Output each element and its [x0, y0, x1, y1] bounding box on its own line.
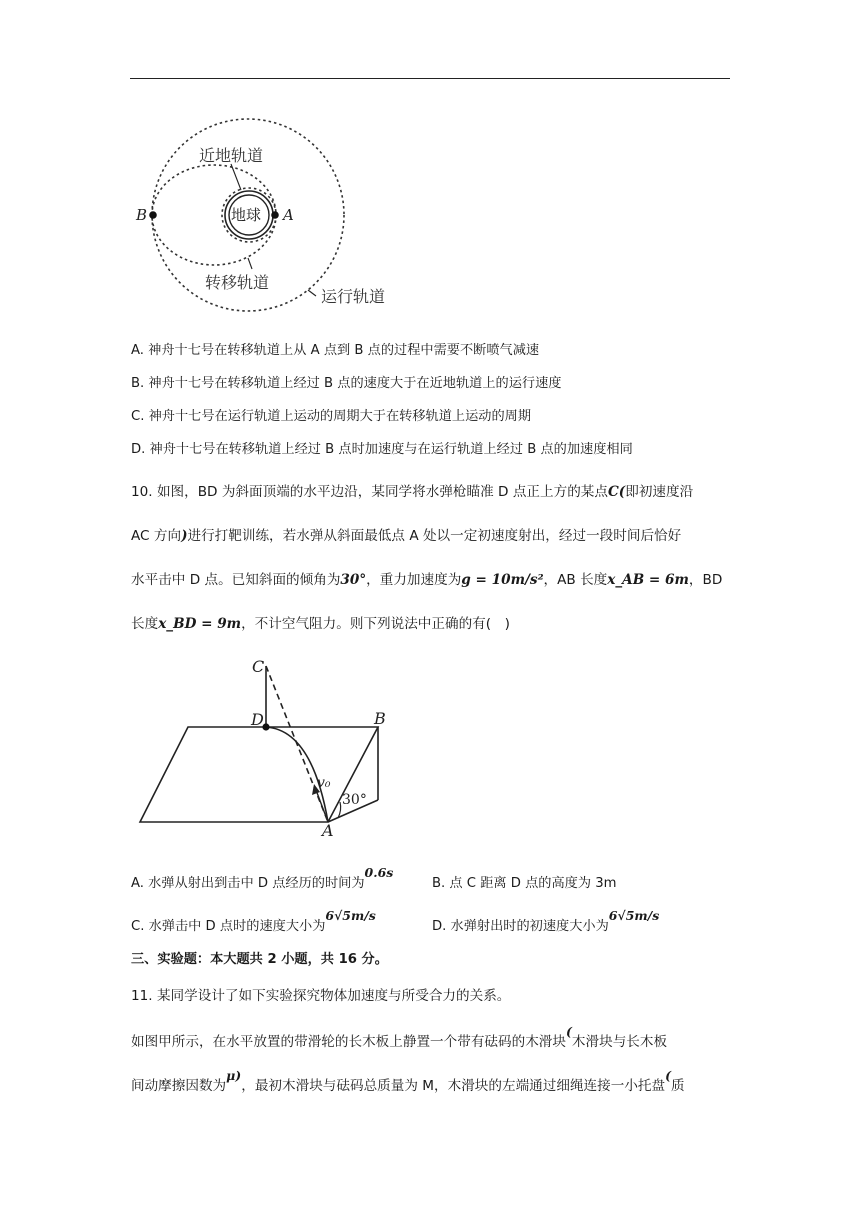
header-rule [130, 78, 730, 79]
earth-label: 地球 [231, 206, 262, 224]
near-orbit-label: 近地轨道 [199, 146, 264, 165]
label-b: B [374, 709, 386, 728]
point-b-dot [149, 211, 157, 219]
operating-orbit-label: 运行轨道 [321, 287, 386, 306]
transfer-orbit-label: 转移轨道 [205, 273, 270, 292]
q10-line-4: 长度x_BD = 9m，不计空气阻力。则下列说法中正确的有( ) [131, 616, 510, 632]
q10-line-2: AC 方向)进行打靶训练，若水弹从斜面最低点 A 处以一定初速度射出，经过一段时间后恰好 [131, 528, 682, 544]
label-angle: 30° [342, 792, 367, 808]
q10-option-b: B. 点 C 距离 D 点的高度为 3m [432, 876, 617, 891]
q11-line-3: 间动摩擦因数为μ)，最初木滑块与砝码总质量为 M，木滑块的左端通过细绳连接一小托盘(质 [131, 1068, 685, 1094]
section-3-heading: 三、实验题：本大题共 2 小题，共 16 分。 [131, 952, 388, 967]
q9-option-b: B. 神舟十七号在转移轨道上经过 B 点的速度大于在近地轨道上的运行速度 [131, 376, 562, 391]
orbit-figure [128, 98, 418, 320]
q10-option-c: C. 水弹击中 D 点时的速度大小为6√5m/s [131, 908, 376, 934]
label-c: C [252, 657, 265, 676]
q11-line-1: 11. 某同学设计了如下实验探究物体加速度与所受合力的关系。 [131, 988, 511, 1004]
point-b-label: B [136, 206, 148, 224]
angle-arc [338, 802, 341, 818]
label-v0: v₀ [317, 775, 331, 791]
label-d: D [251, 710, 264, 729]
q9-option-d: D. 神舟十七号在转移轨道上经过 B 点时加速度与在运行轨道上经过 B 点的加速度相同 [131, 442, 633, 457]
q10-option-d: D. 水弹射出时的初速度大小为6√5m/s [432, 908, 660, 934]
q11-line-2: 如图甲所示，在水平放置的带滑轮的长木板上静置一个带有砝码的木滑块(木滑块与长木板 [131, 1024, 668, 1050]
q9-option-c: C. 神舟十七号在运行轨道上运动的周期大于在转移轨道上运动的周期 [131, 409, 532, 424]
q9-option-a: A. 神舟十七号在转移轨道上从 A 点到 B 点的过程中需要不断喷气减速 [131, 343, 540, 358]
q10-line-3: 水平击中 D 点。已知斜面的倾角为30°，重力加速度为g = 10m/s²，AB 长度x_AB = 6m，BD [131, 572, 723, 588]
point-a-dot [271, 211, 279, 219]
q10-option-a: A. 水弹从射出到击中 D 点经历的时间为0.6s [131, 865, 394, 891]
slope-figure [128, 652, 398, 836]
point-a-label: A [283, 206, 294, 224]
q10-line-1: 10. 如图，BD 为斜面顶端的水平边沿，某同学将水弹枪瞄准 D 点正上方的某点C(即初速度沿 [131, 484, 694, 500]
label-a: A [322, 821, 334, 836]
